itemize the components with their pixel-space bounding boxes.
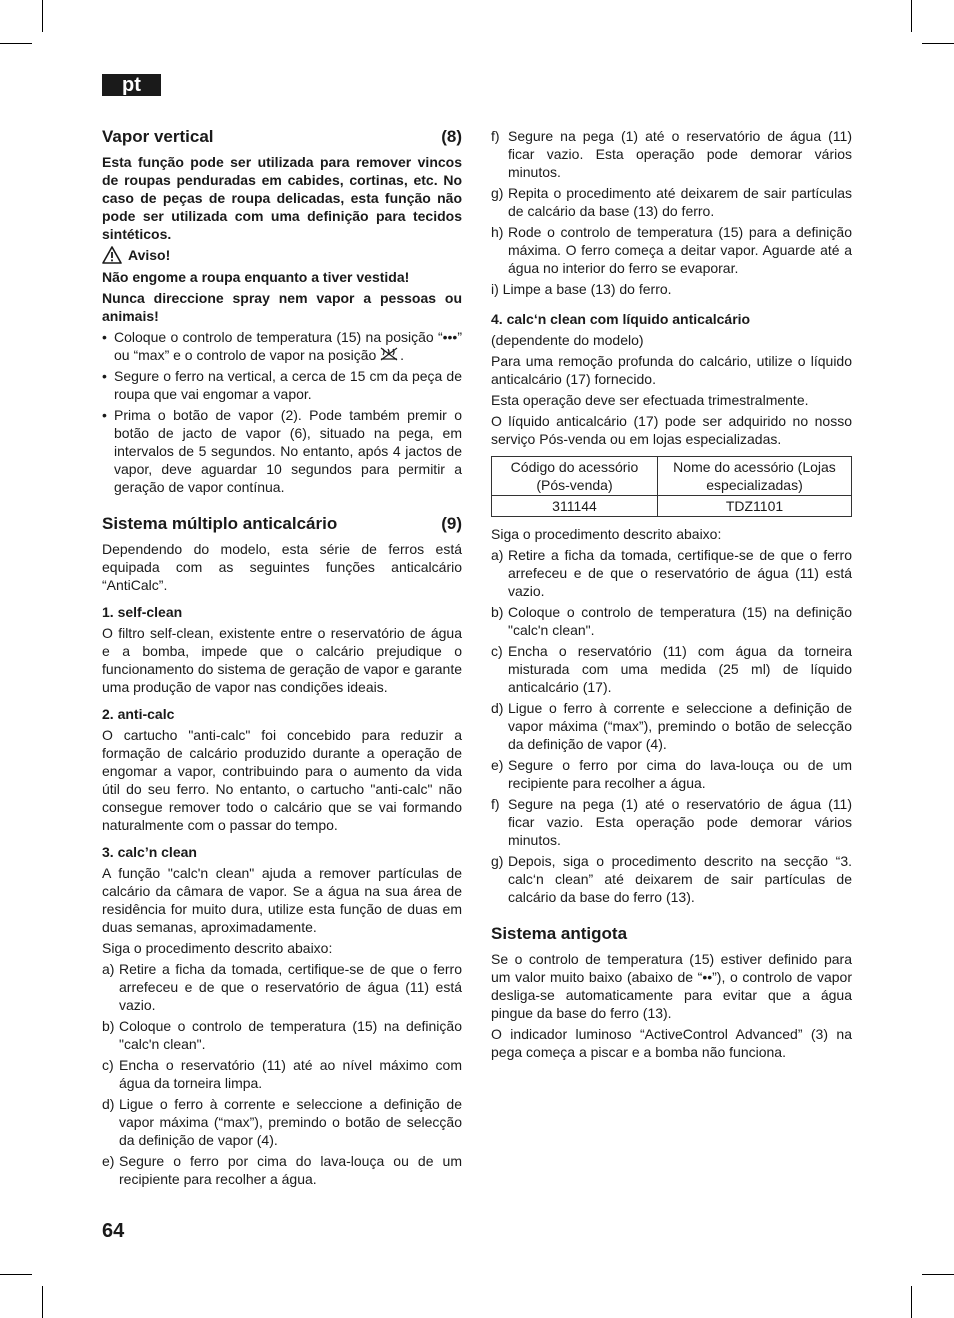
list-item: • Coloque o controlo de temperatura (15) na posição “•••” ou “max” e o controlo de vapor na posição . bbox=[102, 328, 462, 364]
section-heading-antigota: Sistema antigota bbox=[491, 924, 628, 943]
warning-label: Aviso! bbox=[128, 247, 171, 263]
calc-n-clean-follow: Siga o procedimento descrito abaixo: bbox=[102, 940, 333, 956]
liquid-follow: Siga o procedimento descrito abaixo: bbox=[491, 526, 722, 542]
list-item: d) Ligue o ferro à corrente e seleccione a definição de vapor máxima (“max”), premindo o botão de selecção da definição de vapor (4). bbox=[102, 1096, 462, 1148]
self-clean-text: O filtro self-clean, existente entre o reservatório de água e a bomba, impede que o calcário prejudique o funcionamento do sistema de geração de vapor e garante uma produção de vapor nas condições ideais. bbox=[102, 625, 462, 695]
steam-symbol-icon bbox=[380, 347, 400, 361]
liquid-anticalc-p3: O líquido anticalcário (17) pode ser adquirido no nosso serviço Pós-venda ou em lojas especializadas. bbox=[491, 413, 852, 447]
anti-calc-heading: 2. anti-calc bbox=[102, 706, 175, 722]
calc-n-clean-heading: 3. calc’n clean bbox=[102, 844, 197, 860]
table-header-cell: Código do acessório (Pós-venda) bbox=[492, 457, 658, 496]
list-item: • Segure o ferro na vertical, a cerca de 15 cm da peça de roupa que vai engomar a vapor. bbox=[102, 367, 462, 403]
list-item: f) Segure na pega (1) até o reservatório de água (11) ficar vazio. Esta operação pode demorar vários minutos. bbox=[491, 128, 852, 180]
warning-triangle-icon bbox=[102, 246, 122, 264]
table-cell: 311144 bbox=[492, 496, 658, 517]
list-item: c) Encha o reservatório (11) com água da torneira misturada com uma medida (25 ml) de líquido anticalcário (17). bbox=[491, 643, 852, 695]
vapor-intro: Esta função pode ser utilizada para remover vincos de roupas penduradas em cabides, cortinas, etc. No caso de peças de roupa delicadas, esta função não pode ser utilizada com uma definição para tecidos sintéticos. bbox=[102, 154, 462, 242]
list-item: d) Ligue o ferro à corrente e seleccione a definição de vapor máxima (“max”), premindo o botão de selecção da definição de vapor (4). bbox=[491, 700, 852, 752]
crop-mark bbox=[0, 1274, 32, 1275]
list-item: • Prima o botão de vapor (2). Pode também premir o botão de jacto de vapor (6), situado na pega, em intervalos de 5 segundos. No entanto, após 4 jactos de vapor, deve aguardar 10 segundos para permitir a geração de vapor contínua. bbox=[102, 406, 462, 496]
list-item: g) Repita o procedimento até deixarem de sair partículas de calcário da base (13) do ferro. bbox=[491, 185, 852, 219]
list-item: h) Rode o controlo de temperatura (15) para a definição máxima. O ferro começa a deitar vapor. Aguarde até a água no interior do ferro se evaporar. bbox=[491, 224, 852, 276]
antigota-p1: Se o controlo de temperatura (15) estiver definido para um valor muito baixo (abaixo de “••”), o controlo de vapor desliga-se automaticamente para evitar que a água pingue da base do ferro (13). bbox=[491, 951, 852, 1021]
calc-n-clean-steps-continued bbox=[491, 127, 852, 277]
page-number: 64 bbox=[102, 1220, 125, 1242]
right-column bbox=[491, 127, 852, 1064]
list-item: g) Depois, siga o procedimento descrito na secção “3. calc‘n clean” até deixarem de sair partículas de calcário da base do ferro (13). bbox=[491, 853, 852, 905]
warning-text-2: Nunca direccione spray nem vapor a pessoas ou animais! bbox=[102, 290, 462, 324]
crop-mark bbox=[911, 1286, 912, 1318]
liquid-anticalc-subtitle: (dependente do modelo) bbox=[491, 332, 644, 348]
antigota-p2: O indicador luminoso “ActiveControl Advanced” (3) na pega começa a piscar e a bomba não funciona. bbox=[491, 1026, 852, 1060]
warning-block bbox=[102, 246, 462, 264]
section-heading-multi-anticalc: Sistema múltiplo anticalcário (9) bbox=[102, 514, 462, 533]
crop-mark bbox=[911, 0, 912, 32]
table-cell: TDZ1101 bbox=[658, 496, 852, 517]
step-i: i) Limpe a base (13) do ferro. bbox=[491, 281, 672, 297]
list-item: f) Segure na pega (1) até o reservatório de água (11) ficar vazio. Esta operação pode demorar vários minutos. bbox=[491, 796, 852, 848]
vapor-bullets bbox=[102, 328, 462, 496]
self-clean-heading: 1. self-clean bbox=[102, 604, 183, 620]
list-item: e) Segure o ferro por cima do lava-louça ou de um recipiente para recolher a água. bbox=[491, 757, 852, 791]
warning-text-1: Não engome a roupa enquanto a tiver vestida! bbox=[102, 269, 410, 285]
list-item: a) Retire a ficha da tomada, certifique-se de que o ferro arrefeceu e de que o reservatório de água (11) está vazio. bbox=[102, 961, 462, 1013]
list-item: e) Segure o ferro por cima do lava-louça ou de um recipiente para recolher a água. bbox=[102, 1153, 462, 1187]
liquid-anticalc-p1: Para uma remoção profunda do calcário, utilize o líquido anticalcário (17) fornecido. bbox=[491, 353, 852, 387]
multi-intro: Dependendo do modelo, esta série de ferros está equipada com as seguintes funções anticalcário “AntiCalc”. bbox=[102, 541, 462, 593]
language-tab: pt bbox=[102, 74, 161, 96]
list-item: b) Coloque o controlo de temperatura (15) na definição "calc'n clean". bbox=[102, 1018, 462, 1052]
calc-n-clean-text: A função "calc'n clean" ajuda a remover partículas de calcário da câmara de vapor. Se a água na sua área de residência for muito dura, utilize esta função de duas em duas semanas, aproximadamente. bbox=[102, 865, 462, 935]
list-item: a) Retire a ficha da tomada, certifique-se de que o ferro arrefeceu e de que o reservatório de água (11) está vazio. bbox=[491, 547, 852, 599]
list-item: c) Encha o reservatório (11) até ao nível máximo com água da torneira limpa. bbox=[102, 1057, 462, 1091]
left-column bbox=[102, 127, 462, 1191]
anti-calc-text: O cartucho "anti-calc" foi concebido para reduzir a formação de calcário produzido durante a operação de engomar a vapor, contribuindo para o aumento da vida útil do seu ferro. No entanto, o cartucho "anti-calc" não consegue remover todo o calcário que se vai formando naturalmente com o passar do tempo. bbox=[102, 727, 462, 833]
liquid-anticalc-p2: Esta operação deve ser efectuada trimestralmente. bbox=[491, 392, 809, 408]
crop-mark bbox=[922, 1274, 954, 1275]
liquid-steps bbox=[491, 546, 852, 906]
crop-mark bbox=[922, 43, 954, 44]
table-header-cell: Nome do acessório (Lojas especializadas) bbox=[658, 457, 852, 496]
crop-mark bbox=[0, 43, 32, 44]
section-heading-vapor-vertical: Vapor vertical (8) bbox=[102, 127, 462, 146]
liquid-anticalc-heading: 4. calc‘n clean com líquido anticalcário bbox=[491, 311, 751, 327]
crop-mark bbox=[42, 0, 43, 32]
list-item: b) Coloque o controlo de temperatura (15) na definição "calc'n clean". bbox=[491, 604, 852, 638]
calc-n-clean-steps bbox=[102, 960, 462, 1188]
table-row bbox=[492, 457, 852, 496]
table-row bbox=[492, 496, 852, 517]
crop-mark bbox=[42, 1286, 43, 1318]
accessory-table bbox=[491, 456, 852, 517]
